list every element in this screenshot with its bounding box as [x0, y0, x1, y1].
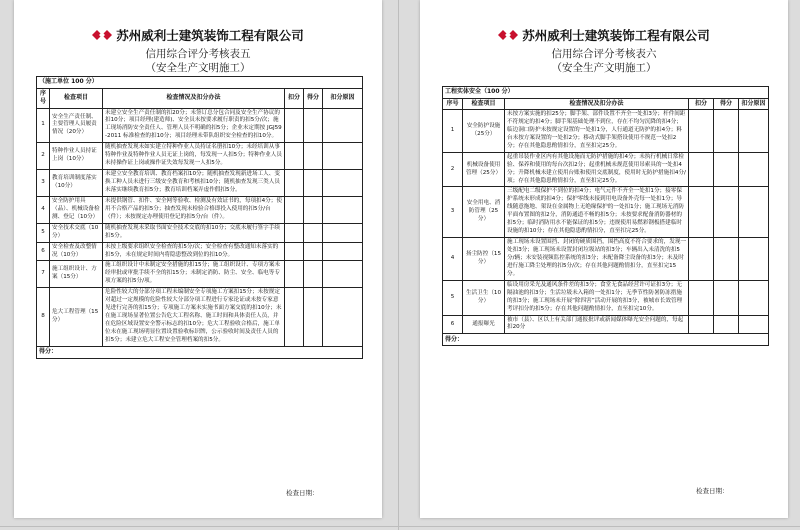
table-row [443, 110, 769, 153]
row-no: 4 [443, 238, 463, 281]
row-item: 安全用电、消防管理（25分） [463, 187, 505, 238]
row-reason-cell[interactable] [739, 315, 769, 334]
row-deduct-cell[interactable] [285, 242, 304, 261]
row-method: 未提供钢管、扣件、安全网等验收、检测及有效证书的，每项扣4分；使用不合格产品的扣5分；抽查发现未检验合格即投入使用的扣5分/台（件）；未按规定办理使用登记的扣5分/台（件）。 [103, 196, 285, 223]
row-reason-cell[interactable] [323, 196, 363, 223]
row-no: 5 [37, 223, 50, 242]
row-deduct-cell[interactable] [689, 238, 714, 281]
table-row [37, 108, 363, 143]
row-no: 4 [37, 196, 50, 223]
page-gutter-line [0, 526, 800, 527]
row-method: 被市（县）、区以上有关部门通报批评或新闻媒体曝光安全问题的，每起扣20分 [505, 315, 689, 334]
row-reason-cell[interactable] [739, 187, 769, 238]
row-method: 未按上级要求组织安全检查的扣5分/次；安全检查有整改通知未落实的扣5分，未在规定时间内将隐患整改到位的扣10分。 [103, 242, 285, 261]
company-logo-icon [92, 30, 112, 40]
row-score-cell[interactable] [304, 261, 323, 288]
col-header-score: 得分 [304, 88, 323, 108]
row-score-cell[interactable] [304, 242, 323, 261]
row-deduct-cell[interactable] [689, 110, 714, 153]
row-method: 临设用房采光及通风条件差的扣3分；食堂无食品经营许可证扣3分；无隔油池的扣3分；生活垃圾未入箱的一处扣1分；无季节性防暑防冻措施的扣3分；施工现场未开展“除四害”活动开展的扣3分，被城市长效管理考评扣分的扣5分；存在其他问题酌情扣分，直至扣完10分。 [505, 280, 689, 315]
table-row [37, 170, 363, 197]
row-method: 施工组织设计中未制定安全措施的扣15分；施工组织设计、专项方案未经审批或审批手续不全的扣15分；未制定消防、防尘、安全、临电等专项方案的扣5分/项。 [103, 261, 285, 288]
inspection-date-label: 检查日期： [286, 489, 319, 497]
table-row [443, 152, 769, 187]
row-score-cell[interactable] [714, 238, 739, 281]
row-deduct-cell[interactable] [285, 288, 304, 347]
row-no: 2 [37, 143, 50, 170]
sum-label: 得分： [443, 334, 769, 346]
row-reason-cell[interactable] [739, 238, 769, 281]
table-row [443, 238, 769, 281]
company-header [420, 26, 788, 44]
page-title: 信用综合评分考核表五 [145, 48, 251, 60]
row-item: 特种作业人员持证上岗（10分） [50, 143, 103, 170]
row-deduct-cell[interactable] [689, 152, 714, 187]
col-header-no: 序号 [443, 98, 463, 110]
table-row [443, 315, 769, 334]
table-row [37, 242, 363, 261]
row-deduct-cell[interactable] [689, 280, 714, 315]
row-deduct-cell[interactable] [689, 187, 714, 238]
row-no: 7 [37, 261, 50, 288]
row-item: 扬尘防控（15分） [463, 238, 505, 281]
table-section-row [443, 87, 769, 99]
row-method: 随机抽查发现未采取书面安全技术交底的扣10分；交底未履行签字手续扣5分。 [103, 223, 285, 242]
row-deduct-cell[interactable] [285, 170, 304, 197]
row-item: 危大工程管理（15分） [50, 288, 103, 347]
row-deduct-cell[interactable] [689, 315, 714, 334]
row-method: 危险性较大的分部分项工程未编制安全专项施工方案扣15分；未按规定对超过一定规模的危险性较大分部分项工程进行专家论证或未按专家意见进行完善的扣15分；专项施工方案未实施书面方案交底的扣10分；未在施工现场显著位置公告危大工程名称、施工时间和具体责任人员，并在危险区域设置安全警示标志的扣10分；危大工程验收合格后，施工单位未在施工现场明显位置设置验收标识牌，公示验收时间及责任人员的扣5分；未建立危大工程安全管理档案的扣5分。 [103, 288, 285, 347]
col-header-reason: 扣分原因 [323, 88, 363, 108]
row-item: 安全技术交底（10分） [50, 223, 103, 242]
row-score-cell[interactable] [304, 143, 323, 170]
document-page-2 [420, 0, 788, 518]
table-row [37, 223, 363, 242]
table-row [443, 280, 769, 315]
row-reason-cell[interactable] [323, 108, 363, 143]
row-method: 三级配电二级保护不到位的扣4分；电气元件不齐全一处扣1分；接零保护系统未形成的扣4分；保护零线未接到用电设备外壳每一处扣1分；导线随意拖地、架设在金属物上无绝缘保护的一处扣1分；施工现场无消防平面布置图的扣2分，消防通道不畅的扣5分；未按要求配备消防器材的扣5分；临时消防用水不能保证的扣5分；违规使用易燃彩钢板搭建临时设施的扣10分；存在其他隐患酌情扣分，直至扣完25分。 [505, 187, 689, 238]
row-item: 教育培训制度落实（10分） [50, 170, 103, 197]
row-score-cell[interactable] [304, 196, 323, 223]
company-logo-icon [498, 30, 518, 40]
col-header-deduct: 扣分 [285, 88, 304, 108]
table-row [443, 187, 769, 238]
document-page-1 [14, 0, 382, 518]
col-header-method: 检查情况及扣分办法 [505, 98, 689, 110]
row-score-cell[interactable] [714, 280, 739, 315]
row-reason-cell[interactable] [323, 170, 363, 197]
company-name: 苏州威利士建筑装饰工程有限公司 [116, 28, 304, 43]
table-row [37, 288, 363, 347]
table-header-row [443, 98, 769, 110]
table-row [37, 261, 363, 288]
row-no: 1 [443, 110, 463, 153]
row-deduct-cell[interactable] [285, 261, 304, 288]
row-score-cell[interactable] [714, 110, 739, 153]
row-item: 施工组织设计、方案（15分） [50, 261, 103, 288]
row-reason-cell[interactable] [323, 223, 363, 242]
row-reason-cell[interactable] [739, 152, 769, 187]
col-header-score: 得分 [714, 98, 739, 110]
inspection-date-label: 检查日期： [696, 487, 729, 495]
row-no: 2 [443, 152, 463, 187]
row-method: 随机抽查发现未如实建立特种作业人员持证名册扣10分；未经培训从事特种作业及特种作业人员无证上岗的，每发现一人扣5分；特种作业人员未持操作证上岗或操作证失效每发现一人扣5分。 [103, 143, 285, 170]
row-item: 生活卫生（10分） [463, 280, 505, 315]
row-score-cell[interactable] [714, 187, 739, 238]
score-table [442, 86, 769, 346]
section-label: （施工单位 100 分） [37, 77, 363, 89]
row-deduct-cell[interactable] [285, 223, 304, 242]
row-no: 1 [37, 108, 50, 143]
col-header-item: 检查项目 [463, 98, 505, 110]
row-reason-cell[interactable] [323, 242, 363, 261]
row-method: 未按方案实施的扣25分；脚手架、部件设置不齐全一处扣3分；杆件间距不符规定的扣4分；脚手架基础处理不到位，存在不均匀沉降的扣4分；临边洞口防护未按规定设置的一处扣1分，人行通道无防护的扣4分；料台未按方案设置的一处扣2分；移动式脚手架搭设使用不规范一处扣2分；存在其他隐患酌情扣分，直至扣完25分。 [505, 110, 689, 153]
row-no: 6 [443, 315, 463, 334]
row-deduct-cell[interactable] [285, 108, 304, 143]
row-item: 通报曝光 [463, 315, 505, 334]
row-deduct-cell[interactable] [285, 196, 304, 223]
col-header-deduct: 扣分 [689, 98, 714, 110]
table-header-row [37, 88, 363, 108]
section-label: 工程实体安全（100 分） [443, 87, 769, 99]
table-row [37, 143, 363, 170]
page-subtitle: （安全生产文明施工） [145, 62, 251, 74]
row-method: 未建立安全教育培训、教育档案扣10分；随机抽查发现新进场工人、变换工种人员未进行三级安全教育和考核扣10分；随机抽查发现三类人员未落实继续教育扣5分；教育培训档案弄虚作假扣5分。 [103, 170, 285, 197]
row-reason-cell[interactable] [323, 143, 363, 170]
row-item: 安全生产责任制、主要管理人员履责情况（20分） [50, 108, 103, 143]
row-no: 3 [37, 170, 50, 197]
row-no: 6 [37, 242, 50, 261]
row-score-cell[interactable] [304, 223, 323, 242]
table-section-row [37, 77, 363, 89]
row-deduct-cell[interactable] [285, 143, 304, 170]
row-item: 安全防护用具（品）、机械设备检测、登记（10分） [50, 196, 103, 223]
row-reason-cell[interactable] [323, 288, 363, 347]
row-item: 安全防护设施（25分） [463, 110, 505, 153]
page-gutter-line [398, 0, 399, 530]
col-header-method: 检查情况及扣分办法 [103, 88, 285, 108]
row-no: 5 [443, 280, 463, 315]
page-title: 信用综合评分考核表六 [551, 48, 657, 60]
company-header [14, 26, 382, 44]
row-method: 施工现场未设置围挡、封闭的硬质围挡，围挡高度不符合要求的，发现一处扣3分；施工现场未设置封闭垃圾站的扣3分；车辆出入未清洗的扣5分/辆；未安装视频监控系统的扣3分；未配备降尘设备的扣3分；未及时进行施工降尘处理的扣5分/次；存在其他问题酌情扣分，直至扣完15分。 [505, 238, 689, 281]
sum-label: 得分： [37, 346, 363, 358]
row-score-cell[interactable] [714, 152, 739, 187]
row-reason-cell[interactable] [739, 280, 769, 315]
row-method: 未建立安全生产责任制的扣20分；未签订总分包合同及安全生产协议的扣10分；项目经理(建造师)、安全员未按要求履行职责的扣5分/次；施工现场消防安全责任人、管理人员不明确的扣5分；企业未定期按 JGJ59-2011 标准检查的扣10分；项目经理未带队组织安全检查的扣10分。 [103, 108, 285, 143]
row-score-cell[interactable] [304, 108, 323, 143]
table-sum-row [443, 334, 769, 346]
row-item: 机械设备使用管理（25分） [463, 152, 505, 187]
row-no: 8 [37, 288, 50, 347]
company-name: 苏州威利士建筑装饰工程有限公司 [522, 28, 710, 43]
table-sum-row [37, 346, 363, 358]
table-row [37, 196, 363, 223]
row-score-cell[interactable] [304, 170, 323, 197]
col-header-item: 检查项目 [50, 88, 103, 108]
row-score-cell[interactable] [714, 315, 739, 334]
row-no: 3 [443, 187, 463, 238]
row-item: 安全检查及改整情况（10分） [50, 242, 103, 261]
col-header-no: 序号 [37, 88, 50, 108]
col-header-reason: 扣分原因 [739, 98, 769, 110]
row-score-cell[interactable] [304, 288, 323, 347]
score-table [36, 76, 363, 359]
row-reason-cell[interactable] [323, 261, 363, 288]
page-subtitle: （安全生产文明施工） [551, 62, 657, 74]
row-reason-cell[interactable] [739, 110, 769, 153]
row-method: 起重吊装作业区内有其他设施而无防护措施的扣4分；未执行机械日常检验、保养和使用的每台次扣2分；起重机械未规范使用吊索具的一处扣4分；升降机械未建立使用台账和使用交底制度，使用时无防护措施扣4分/项；存在其他隐患酌情扣分，直至扣完25分。 [505, 152, 689, 187]
